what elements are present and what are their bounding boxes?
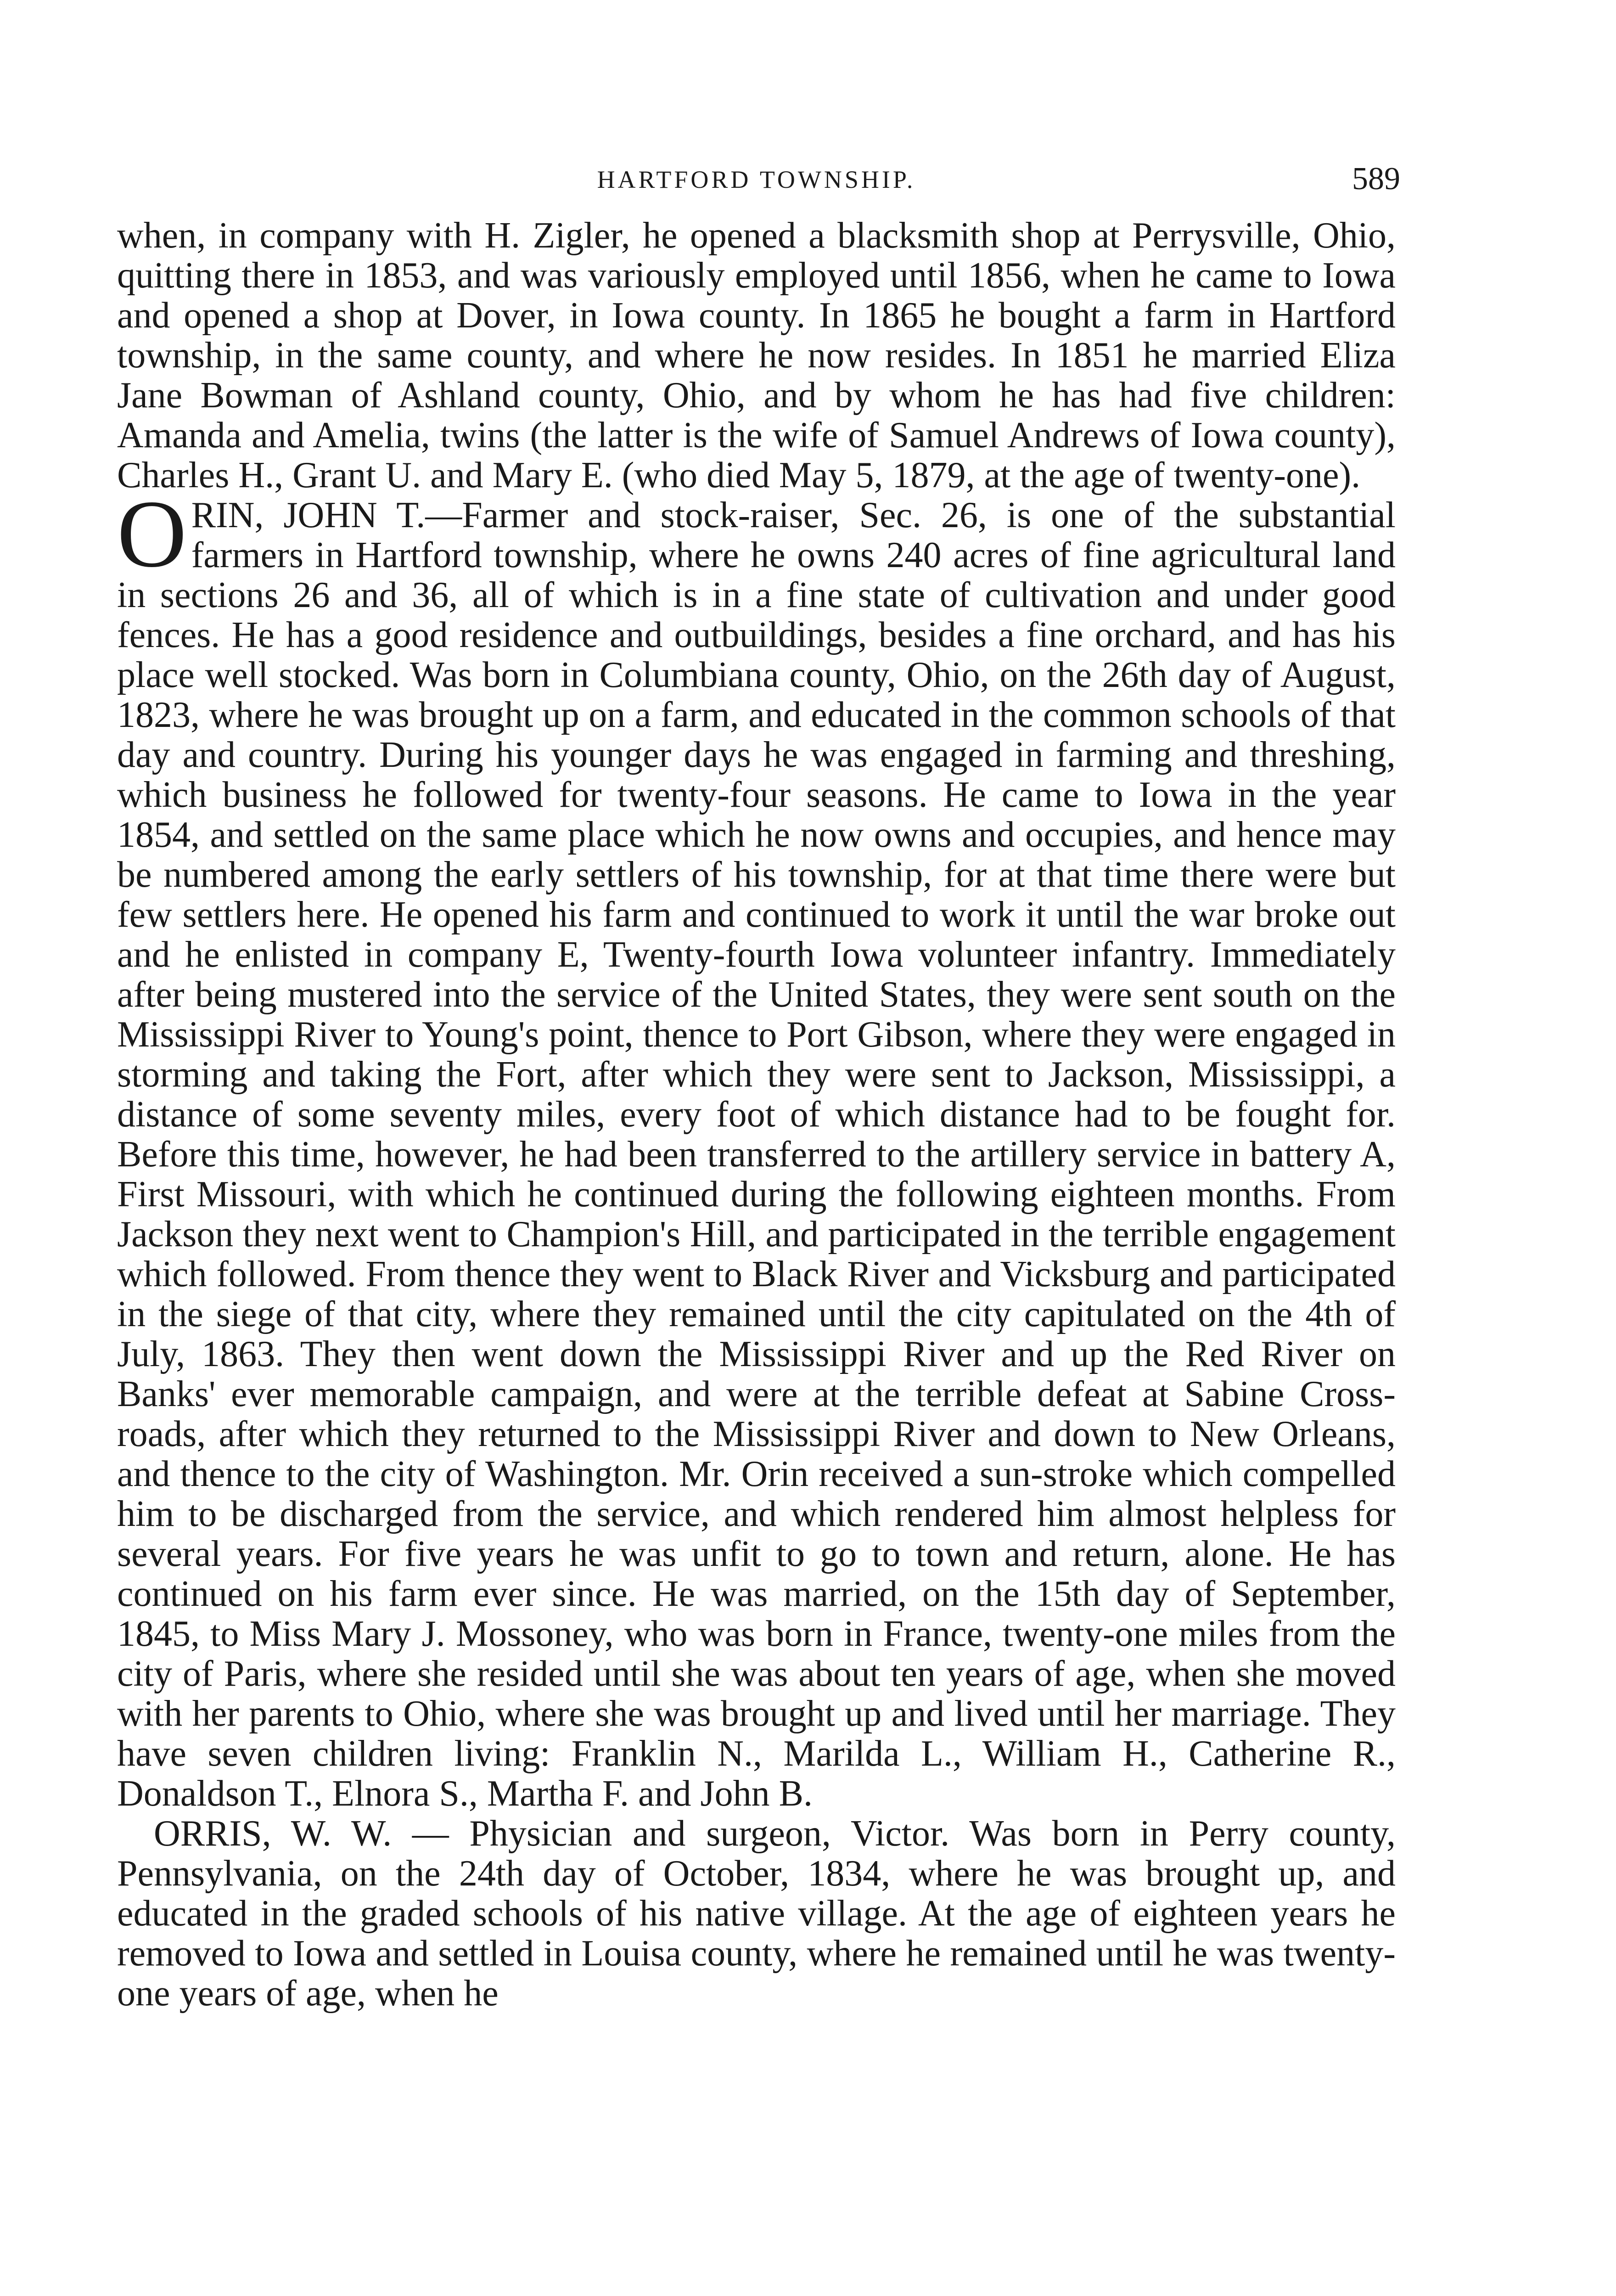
- drop-cap-initial: O: [117, 481, 187, 587]
- entry-orin-john: [117, 481, 1396, 1814]
- running-head: [117, 161, 1400, 202]
- entry-orris-w-w: ORRIS, W. W. — Physician and surgeon, Victor. Was born in Perry county, Pennsylvania, on the 24th day of October, 1834, where he was brought up, and educated in the graded schools of his native village. At the age of eighteen years he removed to Iowa and settled in Louisa county, where he remained until he was twenty-one years of age, when he: [117, 1813, 1396, 2014]
- running-title: HARTFORD TOWNSHIP.: [597, 166, 916, 193]
- entry-orin-john-text: RIN, JOHN T.—Farmer and stock-raiser, Sec. 26, is one of the substantial farmers in Hartford township, where he owns 240 acres of fine agricultural land in sections 26 and 36, all of which is in a fine state of cultivation and under good fences. He has a good residence and outbuildings, besides a fine orchard, and has his place well stocked. Was born in Columbiana county, Ohio, on the 26th day of August, 1823, where he was brought up on a farm, and educated in the common schools of that day and country. During his younger days he was engaged in farming and threshing, which business he followed for twenty-four seasons. He came to Iowa in the year 1854, and settled on the same place which he now owns and occupies, and hence may be numbered among the early settlers of his township, for at that time there were but few settlers here. He opened his farm and continued to work it until the war broke out and he enlisted in company E, Twenty-fourth Iowa volunteer infantry. Immediately after being mustered into the service of the United States, they were sent south on the Mississippi River to Young's point, thence to Port Gibson, where they were engaged in storming and taking the Fort, after which they were sent to Jackson, Mississippi, a distance of some seventy miles, every foot of which distance had to be fought for. Before this time, however, he had been transferred to the artillery service in battery A, First Missouri, with which he continued during the following eighteen months. From Jackson they next went to Champion's Hill, and participated in the terrible engagement which followed. From thence they went to Black River and Vicksburg and participated in the siege of that city, where they remained until the city capitulated on the 4th of July, 1863. They then went down the Mississippi River and up the Red River on Banks' ever memorable campaign, and were at the terrible defeat at Sabine Cross-roads, after which they returned to the Mississippi River and down to New Orleans, and thence to the city of Washington. Mr. Orin received a sun-stroke which compelled him to be discharged from the service, and which rendered him almost helpless for several years. For five years he was unfit to go to town and return, alone. He has continued on his farm ever since. He was married, on the 15th day of September, 1845, to Miss Mary J. Mossoney, who was born in France, twenty-one miles from the city of Paris, where she resided until she was about ten years of age, when she moved with her parents to Ohio, where she was brought up and lived until her marriage. They have seven children living: Franklin N., Marilda L., William H., Catherine R., Donaldson T., Elnora S., Martha F. and John B.: [117, 495, 1396, 1814]
- continued-paragraph: when, in company with H. Zigler, he opened a blacksmith shop at Perrysville, Ohio, quitting there in 1853, and was variously employed until 1856, when he came to Iowa and opened a shop at Dover, in Iowa county. In 1865 he bought a farm in Hartford township, in the same county, and where he now resides. In 1851 he married Eliza Jane Bowman of Ashland county, Ohio, and by whom he has had five children: Amanda and Amelia, twins (the latter is the wife of Samuel Andrews of Iowa county), Charles H., Grant U. and Mary E. (who died May 5, 1879, at the age of twenty-one).: [117, 215, 1396, 495]
- book-page: [117, 161, 1400, 2014]
- page-number: 589: [1352, 161, 1400, 197]
